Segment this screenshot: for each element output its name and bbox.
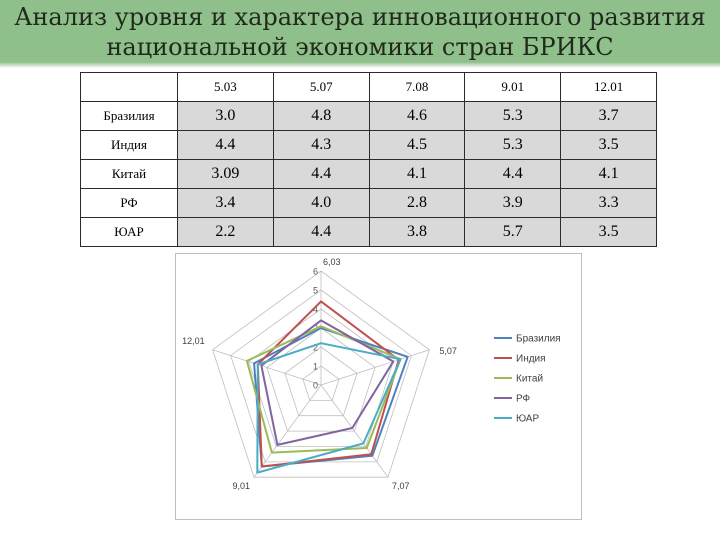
table-cell: 5.3 — [465, 102, 561, 131]
row-label: РФ — [81, 189, 178, 218]
column-header: 9.01 — [465, 73, 561, 102]
table-cell: 4.1 — [369, 160, 465, 189]
radar-chart — [175, 253, 582, 520]
table-cell: 3.5 — [561, 218, 657, 247]
table-cell: 3.09 — [178, 160, 274, 189]
table-cell: 3.3 — [561, 189, 657, 218]
row-label: ЮАР — [81, 218, 178, 247]
legend-label: ЮАР — [516, 413, 540, 425]
table-cell: 4.6 — [369, 102, 465, 131]
data-table — [80, 72, 657, 247]
radial-tick-label: 1 — [312, 361, 318, 372]
axis-label: 6,03 — [323, 257, 341, 267]
legend-label: РФ — [516, 393, 531, 405]
radial-tick-label: 3 — [312, 323, 318, 334]
table-cell: 4.4 — [273, 218, 369, 247]
radar-chart-svg — [176, 254, 581, 519]
column-header: 12.01 — [561, 73, 657, 102]
table-cell: 3.9 — [465, 189, 561, 218]
row-label: Индия — [81, 131, 178, 160]
page-title — [0, 2, 720, 62]
legend-label: Индия — [516, 353, 546, 365]
table-cell: 5.3 — [465, 131, 561, 160]
table-cell: 4.4 — [273, 160, 369, 189]
column-header: 5.03 — [178, 73, 274, 102]
table-row — [81, 160, 657, 189]
radial-tick-label: 0 — [312, 380, 318, 391]
radial-tick-label: 4 — [312, 304, 318, 315]
table-cell: 4.5 — [369, 131, 465, 160]
table-cell: 4.0 — [273, 189, 369, 218]
axis-label: 12,01 — [182, 335, 205, 346]
table-header-row — [81, 73, 657, 102]
table-cell: 4.4 — [465, 160, 561, 189]
table-row — [81, 218, 657, 247]
axis-label: 9,01 — [232, 481, 250, 492]
table-cell: 4.1 — [561, 160, 657, 189]
table-cell: 2.8 — [369, 189, 465, 218]
page-title-line1: Анализ уровня и характера инновационного развития — [14, 3, 706, 31]
table-header — [81, 73, 657, 102]
radial-tick-label: 6 — [312, 266, 318, 277]
table-cell: 3.5 — [561, 131, 657, 160]
table-cell: 3.7 — [561, 102, 657, 131]
table-cell: 4.8 — [273, 102, 369, 131]
table-cell: 5.7 — [465, 218, 561, 247]
table-cell: 4.3 — [273, 131, 369, 160]
column-header: 5.07 — [273, 73, 369, 102]
table-row — [81, 102, 657, 131]
page-title-line2: национальной экономики стран БРИКС — [106, 33, 614, 61]
axis-label: 5,07 — [439, 345, 457, 356]
table-body — [81, 102, 657, 247]
table-cell: 4.4 — [178, 131, 274, 160]
table-row — [81, 189, 657, 218]
legend-label: Бразилия — [516, 333, 561, 345]
table-corner-cell — [81, 73, 178, 102]
legend-label: Китай — [516, 373, 544, 385]
row-label: Китай — [81, 160, 178, 189]
table-cell: 3.8 — [369, 218, 465, 247]
table-cell: 2.2 — [178, 218, 274, 247]
axis-label: 7,07 — [392, 481, 410, 492]
table-cell: 3.4 — [178, 189, 274, 218]
table-row — [81, 131, 657, 160]
radial-tick-label: 2 — [312, 342, 318, 353]
radial-tick-label: 5 — [312, 285, 318, 296]
row-label: Бразилия — [81, 102, 178, 131]
column-header: 7.08 — [369, 73, 465, 102]
table-cell: 3.0 — [178, 102, 274, 131]
